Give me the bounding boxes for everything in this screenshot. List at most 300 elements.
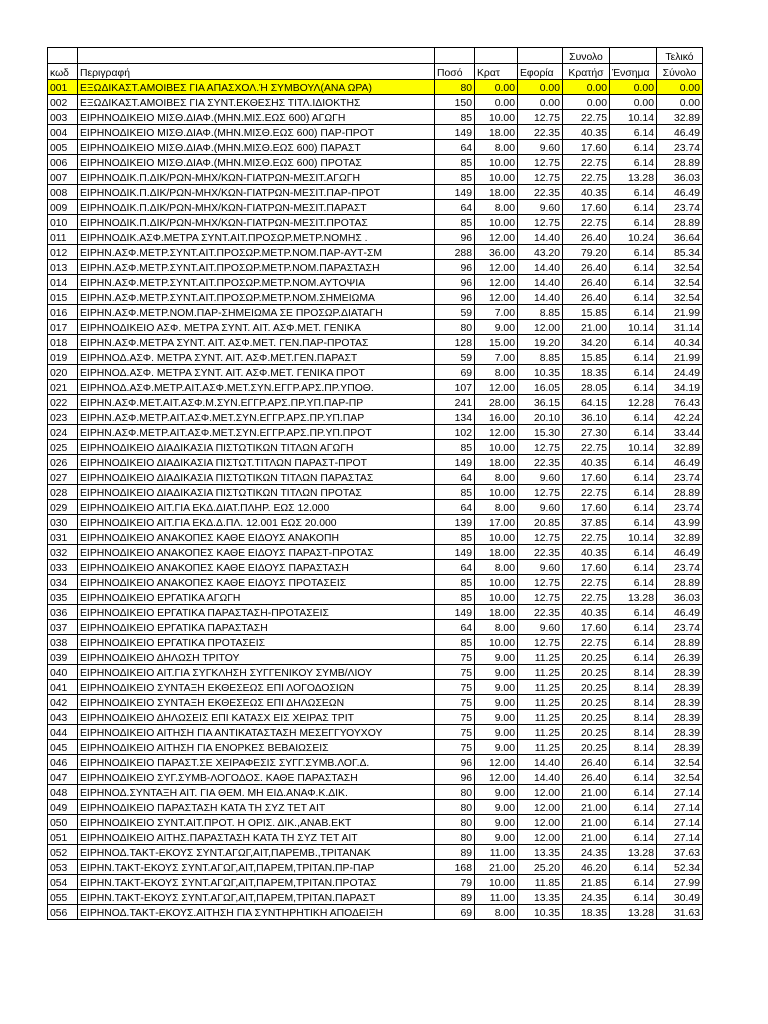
code-cell[interactable]: 019 <box>48 350 78 365</box>
final-total-cell[interactable]: 36.03 <box>657 590 703 605</box>
code-cell[interactable]: 004 <box>48 125 78 140</box>
description-cell[interactable]: ΕΙΡΗΝΟΔ.ΑΣΦ. ΜΕΤΡΑ ΣΥΝΤ. ΑΙΤ. ΑΣΦ.ΜΕΤ.ΓΕΝ.ΠΑΡΑΣΤ <box>78 350 435 365</box>
tax-cell[interactable]: 14.40 <box>518 770 563 785</box>
tax-cell[interactable]: 14.40 <box>518 260 563 275</box>
final-total-cell[interactable]: 32.54 <box>657 290 703 305</box>
final-total-cell[interactable]: 28.39 <box>657 695 703 710</box>
final-total-cell[interactable]: 28.89 <box>657 485 703 500</box>
krat-cell[interactable]: 12.00 <box>475 275 518 290</box>
krat-cell[interactable]: 9.00 <box>475 320 518 335</box>
final-total-cell[interactable]: 27.99 <box>657 875 703 890</box>
tax-cell[interactable]: 9.60 <box>518 200 563 215</box>
stamps-cell[interactable]: 6.14 <box>610 815 657 830</box>
amount-cell[interactable]: 85 <box>435 485 475 500</box>
amount-cell[interactable]: 59 <box>435 350 475 365</box>
total-deductions-cell[interactable]: 22.75 <box>563 215 610 230</box>
stamps-cell[interactable]: 6.14 <box>610 245 657 260</box>
final-total-cell[interactable]: 0.00 <box>657 95 703 110</box>
total-deductions-cell[interactable]: 22.75 <box>563 440 610 455</box>
final-total-cell[interactable]: 46.49 <box>657 125 703 140</box>
stamps-cell[interactable]: 8.14 <box>610 725 657 740</box>
tax-cell[interactable]: 12.00 <box>518 800 563 815</box>
stamps-cell[interactable]: 6.14 <box>610 785 657 800</box>
final-total-cell[interactable]: 28.39 <box>657 680 703 695</box>
krat-cell[interactable]: 16.00 <box>475 410 518 425</box>
krat-cell[interactable]: 10.00 <box>475 155 518 170</box>
header-cell-krat-top[interactable] <box>475 48 518 64</box>
amount-cell[interactable]: 75 <box>435 680 475 695</box>
code-cell[interactable]: 008 <box>48 185 78 200</box>
header-cell-description[interactable]: Περιγραφή <box>78 64 435 80</box>
code-cell[interactable]: 021 <box>48 380 78 395</box>
krat-cell[interactable]: 7.00 <box>475 305 518 320</box>
code-cell[interactable]: 045 <box>48 740 78 755</box>
krat-cell[interactable]: 9.00 <box>475 710 518 725</box>
final-total-cell[interactable]: 32.54 <box>657 755 703 770</box>
total-deductions-cell[interactable]: 34.20 <box>563 335 610 350</box>
code-cell[interactable]: 002 <box>48 95 78 110</box>
krat-cell[interactable]: 18.00 <box>475 125 518 140</box>
code-cell[interactable]: 041 <box>48 680 78 695</box>
final-total-cell[interactable]: 23.74 <box>657 200 703 215</box>
final-total-cell[interactable]: 28.39 <box>657 725 703 740</box>
description-cell[interactable]: ΕΙΡΗΝΟΔΙΚΕΙΟ ΜΙΣΘ.ΔΙΑΦ.(ΜΗΝ.ΜΙΣΘ.ΕΩΣ 600) ΠΡΟΤΑΣ <box>78 155 435 170</box>
total-deductions-cell[interactable]: 20.25 <box>563 650 610 665</box>
tax-cell[interactable]: 9.60 <box>518 500 563 515</box>
amount-cell[interactable]: 96 <box>435 755 475 770</box>
description-cell[interactable]: ΕΙΡΗΝΟΔΙΚΕΙΟ ΑΙΤΗΣΗ ΓΙΑ ΕΝΟΡΚΕΣ ΒΕΒΑΙΩΣΕΙΣ <box>78 740 435 755</box>
tax-cell[interactable]: 20.85 <box>518 515 563 530</box>
stamps-cell[interactable]: 6.14 <box>610 125 657 140</box>
amount-cell[interactable]: 85 <box>435 155 475 170</box>
amount-cell[interactable]: 75 <box>435 710 475 725</box>
description-cell[interactable]: ΕΙΡΗΝ.ΤΑΚΤ-ΕΚΟΥΣ ΣΥΝΤ.ΑΓΩΓ,ΑΙΤ,ΠΑΡΕΜ,ΤΡΙΤΑΝ.ΠΑΡΑΣΤ <box>78 890 435 905</box>
krat-cell[interactable]: 0.00 <box>475 80 518 95</box>
tax-cell[interactable]: 12.75 <box>518 575 563 590</box>
code-cell[interactable]: 018 <box>48 335 78 350</box>
amount-cell[interactable]: 128 <box>435 335 475 350</box>
code-cell[interactable]: 025 <box>48 440 78 455</box>
tax-cell[interactable]: 12.75 <box>518 215 563 230</box>
description-cell[interactable]: ΕΙΡΗΝ.ΑΣΦ.ΜΕΤΡΑ ΣΥΝΤ. ΑΙΤ. ΑΣΦ.ΜΕΤ. ΓΕΝ.ΠΑΡ-ΠΡΟΤΑΣ <box>78 335 435 350</box>
amount-cell[interactable]: 80 <box>435 815 475 830</box>
tax-cell[interactable]: 10.35 <box>518 365 563 380</box>
description-cell[interactable]: ΕΙΡΗΝΟΔΙΚΕΙΟ ΑΣΦ. ΜΕΤΡΑ ΣΥΝΤ. ΑΙΤ. ΑΣΦ.ΜΕΤ. ΓΕΝΙΚΑ <box>78 320 435 335</box>
stamps-cell[interactable]: 6.14 <box>610 575 657 590</box>
total-deductions-cell[interactable]: 26.40 <box>563 230 610 245</box>
total-deductions-cell[interactable]: 20.25 <box>563 665 610 680</box>
krat-cell[interactable]: 8.00 <box>475 560 518 575</box>
header-cell-desc-top[interactable] <box>78 48 435 64</box>
amount-cell[interactable]: 85 <box>435 635 475 650</box>
stamps-cell[interactable]: 13.28 <box>610 170 657 185</box>
amount-cell[interactable]: 288 <box>435 245 475 260</box>
tax-cell[interactable]: 12.75 <box>518 635 563 650</box>
krat-cell[interactable]: 8.00 <box>475 365 518 380</box>
amount-cell[interactable]: 89 <box>435 845 475 860</box>
description-cell[interactable]: ΕΙΡΗΝΟΔΙΚ.Π.ΔΙΚ/ΡΩΝ-ΜΗΧ/ΚΩΝ-ΓΙΑΤΡΩΝ-ΜΕΣΙΤ.ΑΓΩΓΗ <box>78 170 435 185</box>
stamps-cell[interactable]: 6.14 <box>610 605 657 620</box>
description-cell[interactable]: ΕΙΡΗΝ.ΑΣΦ.ΜΕΤΡ.ΣΥΝΤ.ΑΙΤ.ΠΡΟΣΩΡ.ΜΕΤΡ.ΝΟΜ.ΠΑΡΑΣΤΑΣΗ <box>78 260 435 275</box>
final-total-cell[interactable]: 28.89 <box>657 575 703 590</box>
code-cell[interactable]: 023 <box>48 410 78 425</box>
total-deductions-cell[interactable]: 15.85 <box>563 350 610 365</box>
total-deductions-cell[interactable]: 40.35 <box>563 455 610 470</box>
final-total-cell[interactable]: 42.24 <box>657 410 703 425</box>
krat-cell[interactable]: 9.00 <box>475 800 518 815</box>
krat-cell[interactable]: 18.00 <box>475 545 518 560</box>
krat-cell[interactable]: 10.00 <box>475 635 518 650</box>
description-cell[interactable]: ΕΙΡΗΝΟΔΙΚΕΙΟ ΑΝΑΚΟΠΕΣ ΚΑΘΕ ΕΙΔΟΥΣ ΑΝΑΚΟΠΗ <box>78 530 435 545</box>
description-cell[interactable]: ΕΙΡΗΝ.ΑΣΦ.ΜΕΤΡ.ΝΟΜ.ΠΑΡ-ΣΗΜΕΙΩΜΑ ΣΕ ΠΡΟΣΩΡ.ΔΙΑΤΑΓΗ <box>78 305 435 320</box>
krat-cell[interactable]: 8.00 <box>475 200 518 215</box>
krat-cell[interactable]: 18.00 <box>475 455 518 470</box>
total-deductions-cell[interactable]: 0.00 <box>563 80 610 95</box>
description-cell[interactable]: ΕΙΡΗΝΟΔΙΚΕΙΟ ΕΡΓΑΤΙΚΑ ΑΓΩΓΗ <box>78 590 435 605</box>
total-deductions-cell[interactable]: 21.00 <box>563 320 610 335</box>
description-cell[interactable]: ΕΙΡΗΝ.ΑΣΦ.ΜΕΤ.ΑΙΤ.ΑΣΦ.Μ.ΣΥΝ.ΕΓΓΡ.ΑΡΣ.ΠΡ.ΥΠ.ΠΑΡ-ΠΡ <box>78 395 435 410</box>
krat-cell[interactable]: 9.00 <box>475 695 518 710</box>
amount-cell[interactable]: 85 <box>435 215 475 230</box>
tax-cell[interactable]: 9.60 <box>518 140 563 155</box>
tax-cell[interactable]: 11.25 <box>518 710 563 725</box>
krat-cell[interactable]: 0.00 <box>475 95 518 110</box>
final-total-cell[interactable]: 30.49 <box>657 890 703 905</box>
tax-cell[interactable]: 14.40 <box>518 230 563 245</box>
amount-cell[interactable]: 139 <box>435 515 475 530</box>
description-cell[interactable]: ΕΙΡΗΝΟΔΙΚΕΙΟ ΔΙΑΔΙΚΑΣΙΑ ΠΙΣΤΩΤΙΚΩΝ ΤΙΤΛΩΝ ΠΡΟΤΑΣ <box>78 485 435 500</box>
stamps-cell[interactable]: 6.14 <box>610 290 657 305</box>
stamps-cell[interactable]: 13.28 <box>610 905 657 920</box>
final-total-cell[interactable]: 31.63 <box>657 905 703 920</box>
stamps-cell[interactable]: 6.14 <box>610 560 657 575</box>
tax-cell[interactable]: 43.20 <box>518 245 563 260</box>
stamps-cell[interactable]: 10.14 <box>610 530 657 545</box>
description-cell[interactable]: ΕΙΡΗΝΟΔΙΚ.Π.ΔΙΚ/ΡΩΝ-ΜΗΧ/ΚΩΝ-ΓΙΑΤΡΩΝ-ΜΕΣΙΤ.ΠΡΟΤΑΣ <box>78 215 435 230</box>
krat-cell[interactable]: 9.00 <box>475 650 518 665</box>
amount-cell[interactable]: 80 <box>435 785 475 800</box>
krat-cell[interactable]: 11.00 <box>475 845 518 860</box>
amount-cell[interactable]: 85 <box>435 440 475 455</box>
code-cell[interactable]: 046 <box>48 755 78 770</box>
stamps-cell[interactable]: 6.14 <box>610 770 657 785</box>
krat-cell[interactable]: 18.00 <box>475 605 518 620</box>
tax-cell[interactable]: 9.60 <box>518 560 563 575</box>
tax-cell[interactable]: 13.35 <box>518 890 563 905</box>
description-cell[interactable]: ΕΙΡΗΝ.ΑΣΦ.ΜΕΤΡ.ΑΙΤ.ΑΣΦ.ΜΕΤ.ΣΥΝ.ΕΓΓΡ.ΑΡΣ.ΠΡ.ΥΠ.ΠΑΡ <box>78 410 435 425</box>
amount-cell[interactable]: 75 <box>435 695 475 710</box>
total-deductions-cell[interactable]: 40.35 <box>563 545 610 560</box>
amount-cell[interactable]: 64 <box>435 200 475 215</box>
code-cell[interactable]: 020 <box>48 365 78 380</box>
total-deductions-cell[interactable]: 20.25 <box>563 680 610 695</box>
final-total-cell[interactable]: 0.00 <box>657 80 703 95</box>
description-cell[interactable]: ΕΙΡΗΝΟΔΙΚΕΙΟ ΠΑΡΑΣΤ.ΣΕ ΧΕΙΡΑΦΕΣΙΣ ΣΥΓΓ.ΣΥΜΒ.ΛΟΓ.Δ. <box>78 755 435 770</box>
code-cell[interactable]: 048 <box>48 785 78 800</box>
krat-cell[interactable]: 12.00 <box>475 260 518 275</box>
final-total-cell[interactable]: 27.14 <box>657 830 703 845</box>
krat-cell[interactable]: 7.00 <box>475 350 518 365</box>
description-cell[interactable]: ΕΙΡΗΝ.ΤΑΚΤ-ΕΚΟΥΣ ΣΥΝΤ.ΑΓΩΓ,ΑΙΤ,ΠΑΡΕΜ,ΤΡΙΤΑΝ.ΠΡΟΤΑΣ <box>78 875 435 890</box>
amount-cell[interactable]: 80 <box>435 320 475 335</box>
code-cell[interactable]: 047 <box>48 770 78 785</box>
amount-cell[interactable]: 149 <box>435 605 475 620</box>
code-cell[interactable]: 026 <box>48 455 78 470</box>
final-total-cell[interactable]: 36.64 <box>657 230 703 245</box>
stamps-cell[interactable]: 8.14 <box>610 740 657 755</box>
amount-cell[interactable]: 85 <box>435 110 475 125</box>
stamps-cell[interactable]: 6.14 <box>610 275 657 290</box>
total-deductions-cell[interactable]: 17.60 <box>563 470 610 485</box>
header-cell-amount[interactable]: Ποσό <box>435 64 475 80</box>
final-total-cell[interactable]: 23.74 <box>657 500 703 515</box>
description-cell[interactable]: ΕΙΡΗΝΟΔΙΚΕΙΟ ΜΙΣΘ.ΔΙΑΦ.(ΜΗΝ.ΜΙΣΘ.ΕΩΣ 600) ΠΑΡ-ΠΡΟΤ <box>78 125 435 140</box>
amount-cell[interactable]: 80 <box>435 80 475 95</box>
final-total-cell[interactable]: 34.19 <box>657 380 703 395</box>
description-cell[interactable]: ΕΙΡΗΝΟΔΙΚΕΙΟ ΜΙΣΘ.ΔΙΑΦ.(ΜΗΝ.ΜΙΣ.ΕΩΣ 600) ΑΓΩΓΗ <box>78 110 435 125</box>
total-deductions-cell[interactable]: 37.85 <box>563 515 610 530</box>
total-deductions-cell[interactable]: 46.20 <box>563 860 610 875</box>
total-deductions-cell[interactable]: 21.00 <box>563 800 610 815</box>
description-cell[interactable]: ΕΙΡΗΝΟΔ.ΣΥΝΤΑΞΗ ΑΙΤ. ΓΙΑ ΘΕΜ. ΜΗ ΕΙΔ.ΑΝΑΦ.Κ.ΔΙΚ. <box>78 785 435 800</box>
tax-cell[interactable]: 8.85 <box>518 305 563 320</box>
description-cell[interactable]: ΕΙΡΗΝΟΔΙΚΕΙΟ ΣΥΝΤ.ΑΙΤ.ΠΡΟΤ. Η ΟΡΙΣ. ΔΙΚ.,ΑΝΑΒ.ΕΚΤ <box>78 815 435 830</box>
amount-cell[interactable]: 149 <box>435 125 475 140</box>
final-total-cell[interactable]: 28.39 <box>657 665 703 680</box>
total-deductions-cell[interactable]: 18.35 <box>563 905 610 920</box>
krat-cell[interactable]: 36.00 <box>475 245 518 260</box>
tax-cell[interactable]: 14.40 <box>518 755 563 770</box>
krat-cell[interactable]: 11.00 <box>475 890 518 905</box>
code-cell[interactable]: 007 <box>48 170 78 185</box>
final-total-cell[interactable]: 36.03 <box>657 170 703 185</box>
tax-cell[interactable]: 12.00 <box>518 815 563 830</box>
krat-cell[interactable]: 10.00 <box>475 215 518 230</box>
total-deductions-cell[interactable]: 22.75 <box>563 530 610 545</box>
final-total-cell[interactable]: 46.49 <box>657 605 703 620</box>
final-total-cell[interactable]: 28.89 <box>657 635 703 650</box>
krat-cell[interactable]: 18.00 <box>475 185 518 200</box>
code-cell[interactable]: 056 <box>48 905 78 920</box>
header-cell-tax[interactable]: Εφορία <box>518 64 563 80</box>
description-cell[interactable]: ΕΙΡΗΝΟΔΙΚΕΙΟ ΣΥΝΤΑΞΗ ΕΚΘΕΣΕΩΣ ΕΠΙ ΔΗΛΩΣΕΩΝ <box>78 695 435 710</box>
description-cell[interactable]: ΕΙΡΗΝΟΔΙΚ.ΑΣΦ.ΜΕΤΡΑ ΣΥΝΤ.ΑΙΤ.ΠΡΟΣΩΡ.ΜΕΤΡ.ΝΟΜΗΣ . <box>78 230 435 245</box>
header-cell-total-deductions[interactable]: Κρατήσ <box>563 64 610 80</box>
krat-cell[interactable]: 12.00 <box>475 230 518 245</box>
description-cell[interactable]: ΕΞΩΔΙΚΑΣΤ.ΑΜΟΙΒΕΣ ΓΙΑ ΣΥΝΤ.ΕΚΘΕΣΗΣ ΤΙΤΛ.ΙΔΙΟΚΤΗΣ <box>78 95 435 110</box>
tax-cell[interactable]: 13.35 <box>518 845 563 860</box>
amount-cell[interactable]: 134 <box>435 410 475 425</box>
code-cell[interactable]: 012 <box>48 245 78 260</box>
tax-cell[interactable]: 19.20 <box>518 335 563 350</box>
total-deductions-cell[interactable]: 17.60 <box>563 200 610 215</box>
stamps-cell[interactable]: 6.14 <box>610 260 657 275</box>
description-cell[interactable]: ΕΙΡΗΝΟΔΙΚΕΙΟ ΕΡΓΑΤΙΚΑ ΠΑΡΑΣΤΑΣΗ-ΠΡΟΤΑΣΕΙΣ <box>78 605 435 620</box>
description-cell[interactable]: ΕΙΡΗΝΟΔΙΚΕΙΟ ΔΙΑΔΙΚΑΣΙΑ ΠΙΣΤΩΤ.ΤΙΤΛΩΝ ΠΑΡΑΣΤ-ΠΡΟΤ <box>78 455 435 470</box>
amount-cell[interactable]: 107 <box>435 380 475 395</box>
code-cell[interactable]: 029 <box>48 500 78 515</box>
final-total-cell[interactable]: 23.74 <box>657 560 703 575</box>
krat-cell[interactable]: 12.00 <box>475 770 518 785</box>
krat-cell[interactable]: 12.00 <box>475 425 518 440</box>
stamps-cell[interactable]: 6.14 <box>610 305 657 320</box>
stamps-cell[interactable]: 6.14 <box>610 830 657 845</box>
total-deductions-cell[interactable]: 18.35 <box>563 365 610 380</box>
final-total-cell[interactable]: 26.39 <box>657 650 703 665</box>
amount-cell[interactable]: 89 <box>435 890 475 905</box>
description-cell[interactable]: ΕΙΡΗΝΟΔΙΚ.Π.ΔΙΚ/ΡΩΝ-ΜΗΧ/ΚΩΝ-ΓΙΑΤΡΩΝ-ΜΕΣΙΤ.ΠΑΡΑΣΤ <box>78 200 435 215</box>
amount-cell[interactable]: 102 <box>435 425 475 440</box>
krat-cell[interactable]: 28.00 <box>475 395 518 410</box>
total-deductions-cell[interactable]: 22.75 <box>563 485 610 500</box>
stamps-cell[interactable]: 6.14 <box>610 425 657 440</box>
amount-cell[interactable]: 96 <box>435 230 475 245</box>
tax-cell[interactable]: 12.00 <box>518 320 563 335</box>
total-deductions-cell[interactable]: 20.25 <box>563 695 610 710</box>
tax-cell[interactable]: 22.35 <box>518 605 563 620</box>
stamps-cell[interactable]: 6.14 <box>610 545 657 560</box>
amount-cell[interactable]: 85 <box>435 575 475 590</box>
tax-cell[interactable]: 12.00 <box>518 785 563 800</box>
final-total-cell[interactable]: 46.49 <box>657 545 703 560</box>
description-cell[interactable]: ΕΙΡΗΝΟΔΙΚΕΙΟ ΣΥΓ.ΣΥΜΒ-ΛΟΓΟΔΟΣ. ΚΑΘΕ ΠΑΡΑΣΤΑΣΗ <box>78 770 435 785</box>
description-cell[interactable]: ΕΙΡΗΝΟΔΙΚΕΙΟ ΑΝΑΚΟΠΕΣ ΚΑΘΕ ΕΙΔΟΥΣ ΠΑΡΑΣΤ-ΠΡΟΤΑΣ <box>78 545 435 560</box>
code-cell[interactable]: 014 <box>48 275 78 290</box>
krat-cell[interactable]: 12.00 <box>475 755 518 770</box>
krat-cell[interactable]: 8.00 <box>475 500 518 515</box>
final-total-cell[interactable]: 32.89 <box>657 440 703 455</box>
krat-cell[interactable]: 9.00 <box>475 665 518 680</box>
total-deductions-cell[interactable]: 26.40 <box>563 290 610 305</box>
code-cell[interactable]: 024 <box>48 425 78 440</box>
total-deductions-cell[interactable]: 17.60 <box>563 620 610 635</box>
krat-cell[interactable]: 15.00 <box>475 335 518 350</box>
krat-cell[interactable]: 10.00 <box>475 110 518 125</box>
stamps-cell[interactable]: 6.14 <box>610 365 657 380</box>
tax-cell[interactable]: 11.25 <box>518 740 563 755</box>
description-cell[interactable]: ΕΙΡΗΝΟΔΙΚΕΙΟ ΑΝΑΚΟΠΕΣ ΚΑΘΕ ΕΙΔΟΥΣ ΠΡΟΤΑΣΕΙΣ <box>78 575 435 590</box>
final-total-cell[interactable]: 46.49 <box>657 185 703 200</box>
tax-cell[interactable]: 12.75 <box>518 485 563 500</box>
final-total-cell[interactable]: 32.54 <box>657 275 703 290</box>
code-cell[interactable]: 044 <box>48 725 78 740</box>
final-total-cell[interactable]: 21.99 <box>657 350 703 365</box>
krat-cell[interactable]: 12.00 <box>475 380 518 395</box>
amount-cell[interactable]: 64 <box>435 470 475 485</box>
header-cell-final-total-top[interactable]: Τελικό <box>657 48 703 64</box>
stamps-cell[interactable]: 10.14 <box>610 320 657 335</box>
description-cell[interactable]: ΕΙΡΗΝΟΔΙΚΕΙΟ ΑΙΤ.ΓΙΑ ΕΚΔ.Δ.ΠΛ. 12.001 ΕΩΣ 20.000 <box>78 515 435 530</box>
total-deductions-cell[interactable]: 22.75 <box>563 110 610 125</box>
code-cell[interactable]: 028 <box>48 485 78 500</box>
final-total-cell[interactable]: 32.89 <box>657 530 703 545</box>
stamps-cell[interactable]: 6.14 <box>610 800 657 815</box>
final-total-cell[interactable]: 32.54 <box>657 260 703 275</box>
total-deductions-cell[interactable]: 26.40 <box>563 770 610 785</box>
total-deductions-cell[interactable]: 79.20 <box>563 245 610 260</box>
header-cell-krat[interactable]: Κρατ <box>475 64 518 80</box>
amount-cell[interactable]: 64 <box>435 140 475 155</box>
tax-cell[interactable]: 14.40 <box>518 275 563 290</box>
stamps-cell[interactable]: 8.14 <box>610 695 657 710</box>
stamps-cell[interactable]: 6.14 <box>610 860 657 875</box>
amount-cell[interactable]: 64 <box>435 620 475 635</box>
description-cell[interactable]: ΕΙΡΗΝΟΔ.ΑΣΦ.ΜΕΤΡ.ΑΙΤ.ΑΣΦ.ΜΕΤ.ΣΥΝ.ΕΓΓΡ.ΑΡΣ.ΠΡ.ΥΠΟΘ. <box>78 380 435 395</box>
amount-cell[interactable]: 75 <box>435 740 475 755</box>
krat-cell[interactable]: 10.00 <box>475 170 518 185</box>
total-deductions-cell[interactable]: 22.75 <box>563 170 610 185</box>
description-cell[interactable]: ΕΙΡΗΝΟΔΙΚΕΙΟ ΣΥΝΤΑΞΗ ΕΚΘΕΣΕΩΣ ΕΠΙ ΛΟΓΟΔΟΣΙΩΝ <box>78 680 435 695</box>
description-cell[interactable]: ΕΙΡΗΝΟΔ.ΤΑΚΤ-ΕΚΟΥΣ.ΑΙΤΗΣΗ ΓΙΑ ΣΥΝΤΗΡΗΤΙΚΗ ΑΠΟΔΕΙΞΗ <box>78 905 435 920</box>
tax-cell[interactable]: 10.35 <box>518 905 563 920</box>
code-cell[interactable]: 050 <box>48 815 78 830</box>
total-deductions-cell[interactable]: 20.25 <box>563 725 610 740</box>
header-cell-total-deductions-top[interactable]: Συνολο <box>563 48 610 64</box>
final-total-cell[interactable]: 27.14 <box>657 815 703 830</box>
description-cell[interactable]: ΕΙΡΗΝΟΔΙΚΕΙΟ ΔΗΛΩΣΕΙΣ ΕΠΙ ΚΑΤΑΣΧ ΕΙΣ ΧΕΙΡΑΣ ΤΡΙΤ <box>78 710 435 725</box>
amount-cell[interactable]: 85 <box>435 530 475 545</box>
amount-cell[interactable]: 149 <box>435 185 475 200</box>
tax-cell[interactable]: 22.35 <box>518 545 563 560</box>
code-cell[interactable]: 042 <box>48 695 78 710</box>
tax-cell[interactable]: 8.85 <box>518 350 563 365</box>
stamps-cell[interactable]: 8.14 <box>610 680 657 695</box>
final-total-cell[interactable]: 23.74 <box>657 620 703 635</box>
amount-cell[interactable]: 96 <box>435 260 475 275</box>
amount-cell[interactable]: 149 <box>435 545 475 560</box>
amount-cell[interactable]: 64 <box>435 500 475 515</box>
total-deductions-cell[interactable]: 26.40 <box>563 275 610 290</box>
total-deductions-cell[interactable]: 26.40 <box>563 260 610 275</box>
description-cell[interactable]: ΕΙΡΗΝ.ΑΣΦ.ΜΕΤΡ.ΣΥΝΤ.ΑΙΤ.ΠΡΟΣΩΡ.ΜΕΤΡ.ΝΟΜ.ΠΑΡ-ΑΥΤ-ΣΜ <box>78 245 435 260</box>
final-total-cell[interactable]: 85.34 <box>657 245 703 260</box>
total-deductions-cell[interactable]: 40.35 <box>563 185 610 200</box>
krat-cell[interactable]: 12.00 <box>475 290 518 305</box>
code-cell[interactable]: 055 <box>48 890 78 905</box>
total-deductions-cell[interactable]: 40.35 <box>563 605 610 620</box>
tax-cell[interactable]: 16.05 <box>518 380 563 395</box>
krat-cell[interactable]: 9.00 <box>475 680 518 695</box>
total-deductions-cell[interactable]: 21.00 <box>563 785 610 800</box>
final-total-cell[interactable]: 37.63 <box>657 845 703 860</box>
description-cell[interactable]: ΕΙΡΗΝ.ΑΣΦ.ΜΕΤΡ.ΑΙΤ.ΑΣΦ.ΜΕΤ.ΣΥΝ.ΕΓΓΡ.ΑΡΣ.ΠΡ.ΥΠ.ΠΡΟΤ <box>78 425 435 440</box>
total-deductions-cell[interactable]: 24.35 <box>563 890 610 905</box>
tax-cell[interactable]: 11.25 <box>518 695 563 710</box>
code-cell[interactable]: 040 <box>48 665 78 680</box>
code-cell[interactable]: 010 <box>48 215 78 230</box>
code-cell[interactable]: 030 <box>48 515 78 530</box>
description-cell[interactable]: ΕΙΡΗΝΟΔΙΚΕΙΟ ΕΡΓΑΤΙΚΑ ΠΑΡΑΣΤΑΣΗ <box>78 620 435 635</box>
total-deductions-cell[interactable]: 17.60 <box>563 140 610 155</box>
code-cell[interactable]: 032 <box>48 545 78 560</box>
amount-cell[interactable]: 150 <box>435 95 475 110</box>
tax-cell[interactable]: 14.40 <box>518 290 563 305</box>
code-cell[interactable]: 009 <box>48 200 78 215</box>
final-total-cell[interactable]: 33.44 <box>657 425 703 440</box>
amount-cell[interactable]: 96 <box>435 275 475 290</box>
code-cell[interactable]: 053 <box>48 860 78 875</box>
krat-cell[interactable]: 10.00 <box>475 575 518 590</box>
stamps-cell[interactable]: 6.14 <box>610 635 657 650</box>
stamps-cell[interactable]: 6.14 <box>610 470 657 485</box>
amount-cell[interactable]: 85 <box>435 170 475 185</box>
krat-cell[interactable]: 9.00 <box>475 725 518 740</box>
code-cell[interactable]: 013 <box>48 260 78 275</box>
stamps-cell[interactable]: 6.14 <box>610 515 657 530</box>
header-cell-code[interactable]: κωδ <box>48 64 78 80</box>
stamps-cell[interactable]: 6.14 <box>610 380 657 395</box>
tax-cell[interactable]: 0.00 <box>518 95 563 110</box>
